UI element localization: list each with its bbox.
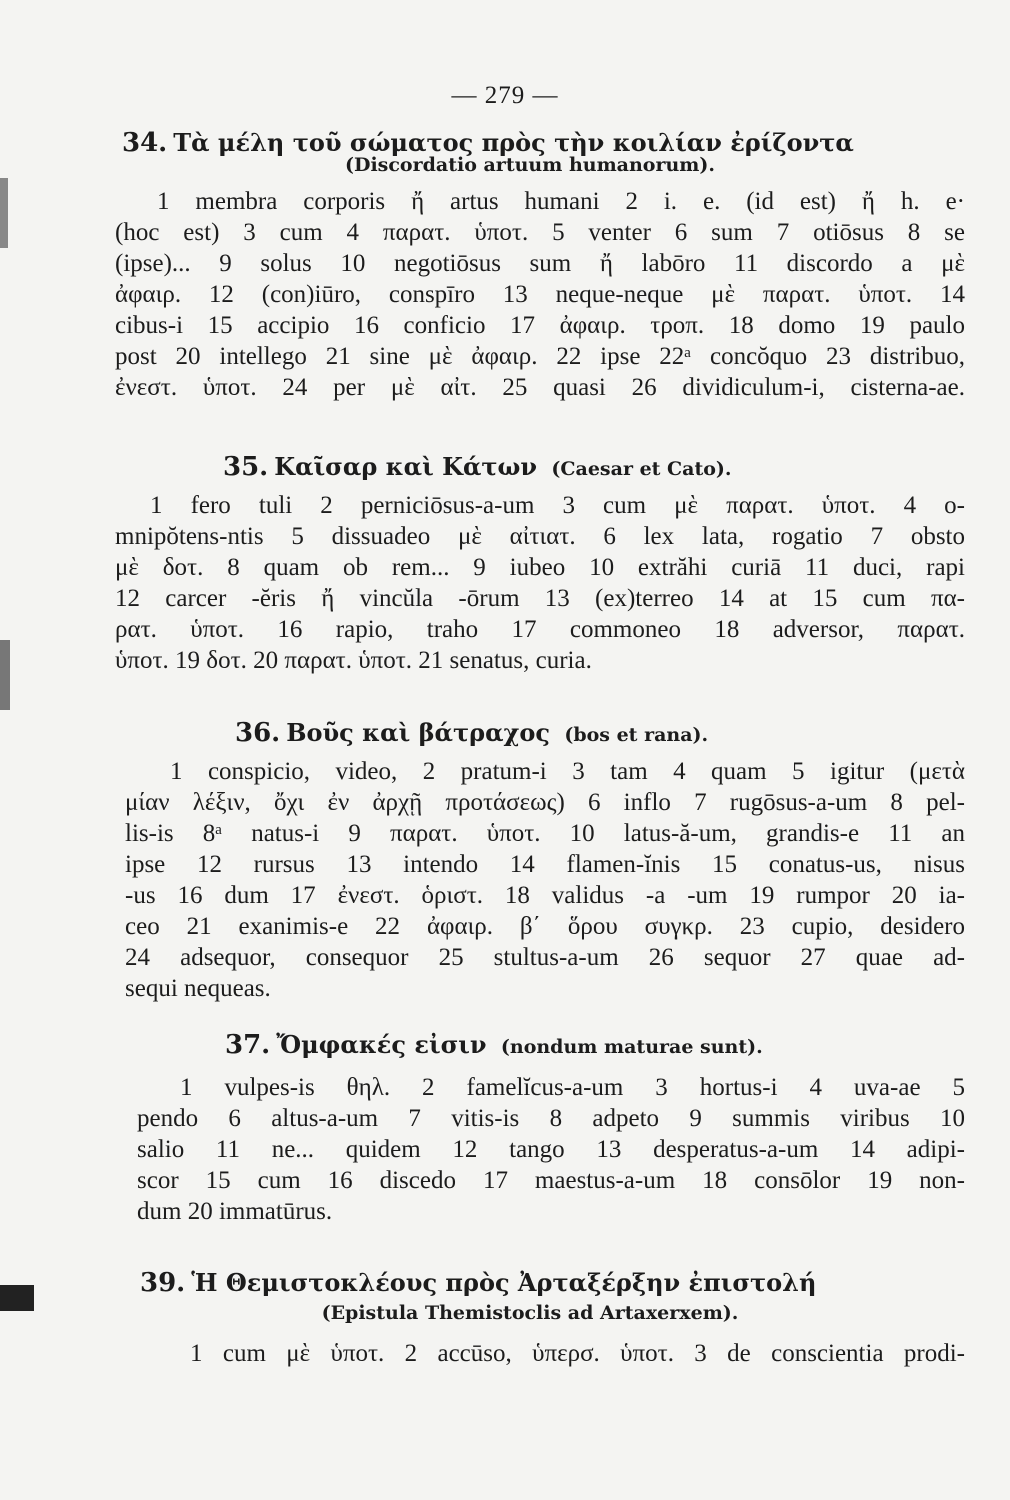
text-line: 24 adsequor, consequor 25 stultus-a-um 26 sequor 27 quae ad- — [125, 944, 965, 971]
section-34 — [95, 128, 965, 403]
section-title: Ἡ Θεμιστοκλέους πρὸς Ἀρταξέρξην ἐπιστολή — [191, 1268, 817, 1297]
section-body — [95, 756, 965, 1004]
section-title: Καῖσαρ καὶ Κάτων — [274, 452, 538, 481]
section-subtitle: (Discordatio artuum humanorum). — [344, 154, 716, 176]
text-line: ipse 12 rursus 13 intendo 14 flamen-ĭnis 15 conatus-us, nisus — [125, 851, 965, 878]
section-subtitle: (nondum maturae sunt). — [500, 1036, 763, 1058]
text-line: ρατ. ὑποτ. 16 rapio, traho 17 commoneo 18 adversor, παρατ. — [115, 616, 965, 643]
section-body — [95, 1072, 965, 1227]
text-line: 1 fero tuli 2 perniciōsus-a-um 3 cum μὲ παρατ. ὑποτ. 4 o- — [150, 492, 965, 519]
text-line: post 20 intellego 21 sine μὲ ἀφαιρ. 22 ipse 22ᵃ concŏquo 23 distribuo, — [115, 343, 965, 370]
text-line: dum 20 immatūrus. — [137, 1198, 333, 1225]
text-line: ceo 21 exanimis-e 22 ἀφαιρ. β΄ ὅρου συγκρ. 23 cupio, desidero — [125, 913, 965, 940]
scan-edge-mark — [0, 1285, 34, 1311]
text-line: ἐνεστ. ὑποτ. 24 per μὲ αἰτ. 25 quasi 26 dividiculum-i, cisterna-ae. — [115, 374, 965, 401]
text-line: (hoc est) 3 cum 4 παρατ. ὑποτ. 5 venter 6 sum 7 otiōsus 8 se — [115, 219, 965, 246]
scan-edge-mark — [0, 178, 8, 248]
text-line: (ipse)... 9 solus 10 negotiōsus sum ἤ labōro 11 discordo a μὲ — [115, 250, 965, 277]
section-subtitle: (bos et rana). — [564, 724, 709, 746]
section-35 — [95, 452, 965, 676]
section-heading — [95, 1030, 965, 1060]
text-line: cibus-i 15 accipio 16 conficio 17 ἀφαιρ. τροπ. 18 domo 19 paulo — [115, 312, 965, 339]
section-36 — [95, 718, 965, 1004]
section-heading — [95, 1268, 965, 1298]
text-line: 1 membra corporis ἤ artus humani 2 i. e. (id est) ἤ h. e· — [157, 188, 965, 215]
section-body — [95, 186, 965, 403]
section-number: 36. — [235, 718, 281, 748]
text-line: scor 15 cum 16 discedo 17 maestus-a-um 18 consōlor 19 non- — [137, 1167, 965, 1194]
text-line: pendo 6 altus-a-um 7 vitis-is 8 adpeto 9 summis viribus 10 — [137, 1105, 965, 1132]
text-line: lis-is 8ᵃ natus-i 9 παρατ. ὑποτ. 10 latus-ă-um, grandis-e 11 an — [125, 820, 965, 847]
text-line: mnipŏtens-ntis 5 dissuadeo μὲ αἰτιατ. 6 lex lata, rogatio 7 obsto — [115, 523, 965, 550]
text-line: -us 16 dum 17 ἐνεστ. ὁριστ. 18 validus -a -um 19 rumpor 20 ia- — [125, 882, 965, 909]
text-line: 1 conspicio, video, 2 pratum-i 3 tam 4 quam 5 igitur (μετὰ — [170, 758, 965, 785]
text-line: 1 vulpes-is θηλ. 2 famelĭcus-a-um 3 hortus-i 4 uva-ae 5 — [180, 1074, 965, 1101]
section-number: 39. — [140, 1268, 186, 1298]
text-line: μὲ δοτ. 8 quam ob rem... 9 iubeo 10 extrăhi curiā 11 duci, rapi — [115, 554, 965, 581]
text-line: μίαν λέξιν, ὄχι ἐν ἀρχῇ προτάσεως) 6 inflo 7 rugōsus-a-um 8 pel- — [125, 789, 965, 816]
section-heading — [95, 718, 965, 748]
section-body — [95, 490, 965, 676]
text-line: 1 cum μὲ ὑποτ. 2 accūso, ὑπερσ. ὑποτ. 3 de conscientia prodi- — [190, 1340, 965, 1367]
section-title: Ὄμφακές εἰσιν — [276, 1030, 487, 1059]
section-number: 35. — [223, 452, 269, 482]
section-heading — [95, 452, 965, 482]
text-line: ὑποτ. 19 δοτ. 20 παρατ. ὑποτ. 21 senatus, curia. — [115, 647, 592, 674]
section-title: Βοῦς καὶ βάτραχος — [286, 718, 550, 747]
section-title: Τὰ μέλη τοῦ σώματος πρὸς τὴν κοιλίαν ἐρίζοντα — [173, 128, 854, 157]
text-line: 12 carcer -ĕris ἤ vincŭla -ōrum 13 (ex)terreo 14 at 15 cum πα- — [115, 585, 965, 612]
text-line: sequi nequeas. — [125, 975, 271, 1002]
section-number: 34. — [122, 128, 168, 158]
text-line: salio 11 ne... quidem 12 tango 13 desperatus-a-um 14 adipi- — [137, 1136, 965, 1163]
section-body — [95, 1338, 965, 1369]
section-37 — [95, 1030, 965, 1227]
section-subtitle: (Epistula Themistoclis ad Artaxerxem). — [321, 1302, 739, 1324]
section-39 — [95, 1268, 965, 1369]
scan-edge-mark — [0, 640, 10, 710]
page-number: — 279 — — [451, 82, 559, 109]
text-line: ἀφαιρ. 12 (con)iūro, conspīro 13 neque-neque μὲ παρατ. ὑποτ. 14 — [115, 281, 965, 308]
section-number: 37. — [225, 1030, 271, 1060]
section-subtitle: (Caesar et Cato). — [551, 458, 732, 480]
